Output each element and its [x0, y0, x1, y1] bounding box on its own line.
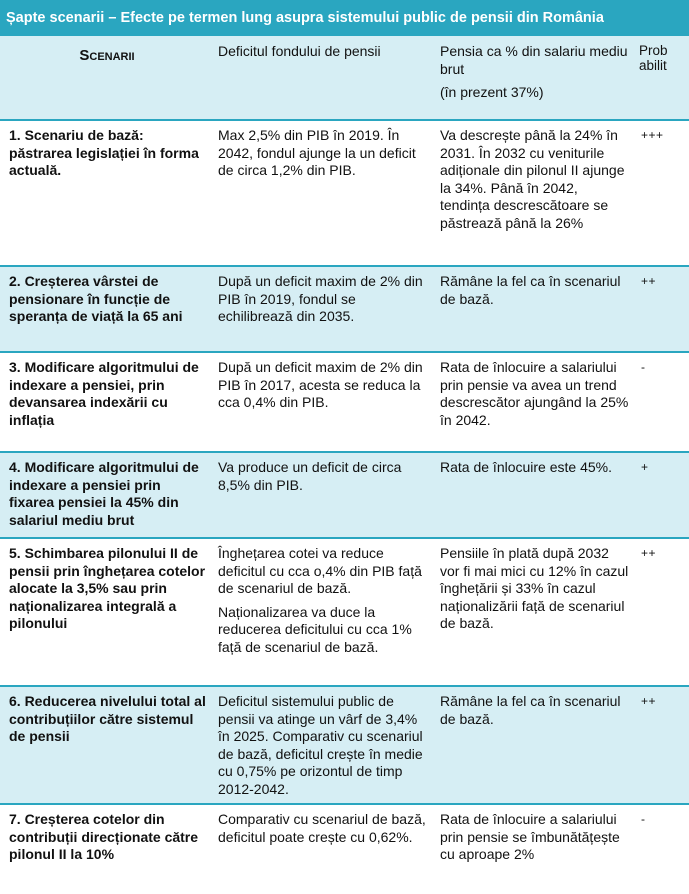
scenario-pensia: Rata de înlocuire a salariului prin pensie va avea un trend descrescător ajungând la 25% în 2042. — [434, 352, 635, 452]
scenario-deficit: Comparativ cu scenariul de bază, deficitul poate crește cu 0,62%. — [212, 804, 434, 894]
scenario-name: 5. Schimbarea pilonului II de pensii prin înghețarea cotelor alocate la 3,5% sau prin naționalizarea integrală a pilonului — [0, 538, 212, 686]
table-row — [0, 452, 689, 538]
scenario-name: 3. Modificare algoritmului de indexare a pensiei, prin devansarea indexării cu inflația — [0, 352, 212, 452]
scenario-deficit: După un deficit maxim de 2% din PIB în 2017, acesta se reduca la cca 0,4% din PIB. — [212, 352, 434, 452]
scenario-prob: ++ — [635, 538, 689, 686]
scenario-prob: ++ — [635, 686, 689, 804]
header-pensia-note: (în prezent 37%) — [440, 84, 544, 100]
header-deficit: Deficitul fondului de pensii — [212, 36, 434, 120]
scenario-prob: +++ — [635, 120, 689, 266]
scenario-name: 2. Creșterea vârstei de pensionare în funcție de speranța de viață la 65 ani — [0, 266, 212, 352]
table-title: Șapte scenarii – Efecte pe termen lung asupra sistemului public de pensii din România — [0, 0, 689, 36]
scenario-pensia: Rata de înlocuire a salariului prin pensie se îmbunătățește cu aproape 2% — [434, 804, 635, 894]
scenario-pensia: Rămâne la fel ca în scenariul de bază. — [434, 266, 635, 352]
table-row — [0, 686, 689, 804]
table-row — [0, 352, 689, 452]
scenario-name: 6. Reducerea nivelului total al contribuțiilor către sistemul de pensii — [0, 686, 212, 804]
header-pensia — [434, 36, 635, 120]
header-prob: Prob abilit — [635, 36, 689, 120]
scenario-prob: - — [635, 804, 689, 894]
table-row — [0, 266, 689, 352]
scenario-deficit: Deficitul sistemului public de pensii va atinge un vârf de 3,4% în 2025. Comparativ cu scenariul de bază, deficitul crește în medie cu 0,75% pe orizontul de timp 2012-2042. — [212, 686, 434, 804]
scenario-prob: ++ — [635, 266, 689, 352]
scenario-deficit: Înghețarea cotei va reduce deficitul cu cca o,4% din PIB față de scenariul de bază. — [218, 545, 422, 596]
scenario-name: 4. Modificare algoritmului de indexare a pensiei prin fixarea pensiei la 45% din salariul mediu brut — [0, 452, 212, 538]
scenario-prob: + — [635, 452, 689, 538]
header-scenarii: Scenarii — [0, 36, 212, 120]
scenario-deficit-cell — [212, 538, 434, 686]
scenario-prob: - — [635, 352, 689, 452]
scenario-deficit: Va produce un deficit de circa 8,5% din PIB. — [212, 452, 434, 538]
scenarios-table — [0, 36, 689, 894]
table-row — [0, 538, 689, 686]
scenario-deficit: După un deficit maxim de 2% din PIB în 2019, fondul se echilibrează din 2035. — [212, 266, 434, 352]
header-pensia-label: Pensia ca % din salariu mediu brut — [440, 43, 628, 77]
scenario-pensia: Rata de înlocuire este 45%. — [434, 452, 635, 538]
scenario-name: 1. Scenariu de bază: păstrarea legislației în forma actuală. — [0, 120, 212, 266]
scenario-name: 7. Creșterea cotelor din contribuții direcționate către pilonul II la 10% — [0, 804, 212, 894]
scenario-pensia: Rămâne la fel ca în scenariul de bază. — [434, 686, 635, 804]
table-row — [0, 120, 689, 266]
scenario-pensia: Pensiile în plată după 2032 vor fi mai mici cu 12% în cazul înghețării și 33% în cazul naționalizării față de scenariul de bază. — [434, 538, 635, 686]
table-header-row — [0, 36, 689, 120]
scenario-deficit: Max 2,5% din PIB în 2019. În 2042, fondul ajunge la un deficit de circa 1,2% din PIB. — [212, 120, 434, 266]
scenario-pensia: Va descrește până la 24% în 2031. În 2032 cu veniturile adiționale din pilonul II ajunge la 34%. Până în 2042, tendința descrescătoare se păstrează până la 26% — [434, 120, 635, 266]
scenario-deficit-extra: Naționalizarea va duce la reducerea deficitului cu cca 1% față de scenariul de bază. — [218, 603, 412, 655]
